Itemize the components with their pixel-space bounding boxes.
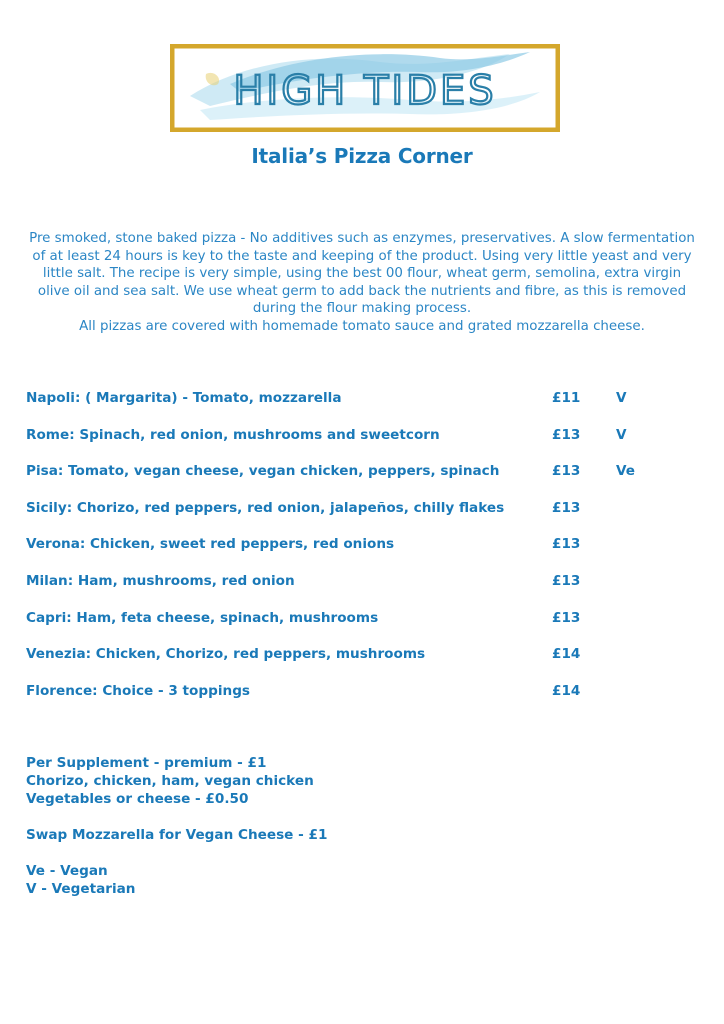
menu-item-name: Venezia: Chicken, Chorizo, red peppers, mushrooms (26, 646, 426, 663)
menu-item-price: £13 (552, 572, 581, 589)
supplements-section (26, 754, 626, 898)
premium-supplement-line: Per Supplement - premium - £1 (26, 755, 267, 771)
menu-row-rome (26, 425, 706, 462)
spacer (26, 808, 626, 826)
intro-line: Pre smoked, stone baked pizza - No additives such as enzymes, preservatives. A slow fermentation (29, 231, 695, 246)
intro-line: All pizzas are covered with homemade tomato sauce and grated mozzarella cheese. (79, 318, 645, 334)
intro-line: of at least 24 hours is key to the taste and keeping of the product. Using very little yeast and very (32, 248, 692, 264)
menu-item-name: Verona: Chicken, sweet red peppers, red onions (26, 536, 395, 553)
menu-row-pisa (26, 461, 706, 498)
menu-item-price: £14 (552, 646, 581, 663)
menu-row-venezia (26, 644, 706, 681)
menu-item-name: Rome: Spinach, red onion, mushrooms and sweetcorn (26, 426, 440, 443)
logo-graphic (170, 44, 560, 132)
intro-line: olive oil and sea salt. We use wheat germ to add back the nutrients and fibre, as this is removed (37, 283, 687, 299)
menu-item-price: £13 (552, 463, 581, 480)
menu-item-price: £13 (552, 609, 581, 626)
menu-row-napoli (26, 388, 706, 425)
legend-vegan: Ve - Vegan (26, 863, 108, 879)
menu-item-diet: V (616, 426, 627, 443)
menu-item-name: Napoli: ( Margarita) - Tomato, mozzarella (26, 390, 342, 406)
menu-item-name: Pisa: Tomato, vegan cheese, vegan chicken, peppers, spinach (26, 463, 500, 480)
menu-row-milan (26, 571, 706, 608)
pizza-menu (26, 388, 706, 717)
spacer (26, 844, 626, 862)
menu-row-sicily (26, 498, 706, 535)
intro-text (20, 230, 704, 336)
menu-item-price: £13 (552, 499, 581, 516)
menu-item-name: Milan: Ham, mushrooms, red onion (26, 572, 295, 589)
swap-cheese-line: Swap Mozzarella for Vegan Cheese - £1 (26, 827, 328, 843)
menu-item-price: £11 (552, 390, 581, 406)
menu-row-florence (26, 681, 706, 718)
veg-supplement-line: Vegetables or cheese - £0.50 (26, 791, 249, 807)
menu-item-price: £13 (552, 536, 581, 553)
menu-item-diet: Ve (616, 463, 635, 480)
menu-item-name: Sicily: Chorizo, red peppers, red onion, jalapeños, chilly flakes (26, 499, 505, 516)
page-title: Italia’s Pizza Corner (251, 144, 473, 168)
intro-line: little salt. The recipe is very simple, using the best 00 flour, wheat germ, semolina, extra virgin (42, 266, 682, 282)
premium-supplement-items: Chorizo, chicken, ham, vegan chicken (26, 773, 314, 789)
menu-item-price: £13 (552, 426, 581, 443)
legend-vegetarian: V - Vegetarian (26, 881, 136, 897)
menu-item-price: £14 (552, 682, 581, 699)
logo-text: HIGH TIDES (233, 68, 497, 114)
high-tides-logo (170, 44, 560, 132)
menu-row-verona (26, 534, 706, 571)
menu-row-capri (26, 608, 706, 645)
menu-item-diet: V (616, 390, 627, 406)
intro-line: during the flour making process. (252, 301, 472, 317)
menu-item-name: Florence: Choice - 3 toppings (26, 682, 251, 699)
menu-item-name: Capri: Ham, feta cheese, spinach, mushrooms (26, 609, 379, 626)
